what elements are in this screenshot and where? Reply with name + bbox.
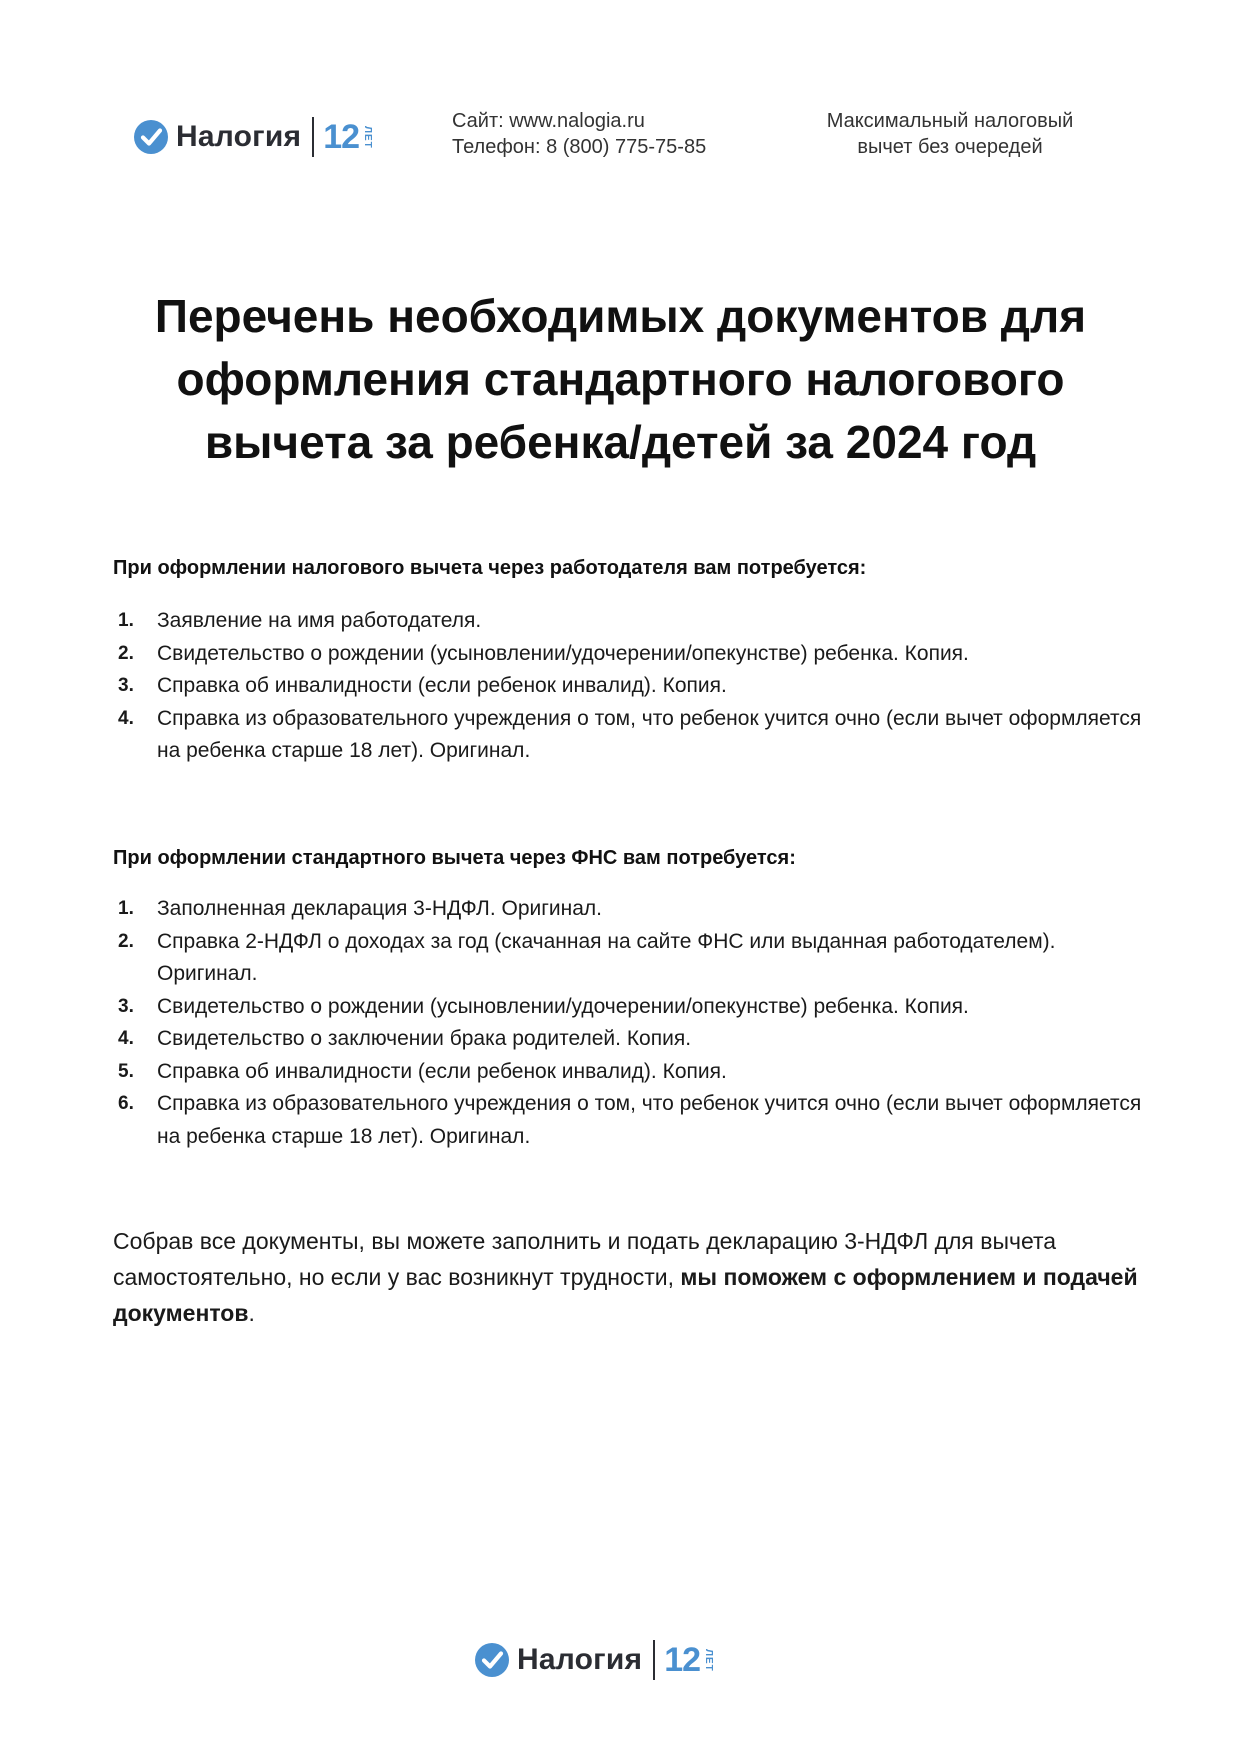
logo-years-word: ЛЕТ (362, 125, 374, 149)
list-item-number: 4. (118, 1028, 134, 1049)
logo-brand-name: Налогия (517, 1643, 643, 1676)
title-line-1: Перечень необходимых документов для (154, 290, 1087, 342)
header-logo (133, 117, 372, 157)
checkmark-circle-icon (474, 1642, 510, 1678)
title-line-3: вычета за ребенка/детей за 2024 год (204, 416, 1037, 468)
tagline-line-1: Максимальный налоговый (826, 110, 1074, 132)
list-item-text: Справка из образовательного учреждения о том, что ребенок учится очно (если вычет оформляется на ребенка старше 18 лет). Оригинал. (157, 1092, 1142, 1148)
section-employer-heading: При оформлении налогового вычета через работодателя вам потребуется: (113, 557, 867, 579)
tagline-line-2: вычет без очередей (857, 136, 1043, 158)
logo-years-number: 12 (323, 117, 360, 156)
logo-years-number: 12 (664, 1640, 701, 1679)
closing-text-bold: мы поможем с оформлением и подачей документов (113, 1264, 1138, 1326)
list-item-number: 1. (118, 898, 134, 919)
closing-paragraph (113, 1223, 1143, 1331)
list-item (113, 926, 1143, 991)
closing-text-plain: Собрав все документы, вы можете заполнить и подать декларацию 3-НДФЛ для вычета самостоятельно, но если у вас возникнут трудности, (113, 1228, 1057, 1290)
list-item (113, 1088, 1143, 1153)
list-item-text: Свидетельство о рождении (усыновлении/удочерении/опекунстве) ребенка. Копия. (157, 994, 969, 1018)
logo-years-word: ЛЕТ (703, 1648, 715, 1672)
list-item-number: 5. (118, 1060, 134, 1082)
list-item-number: 2. (118, 930, 134, 952)
list-item (113, 703, 1143, 768)
list-item (113, 1023, 1143, 1056)
checkmark-circle-icon (133, 119, 169, 155)
list-item-number: 4. (118, 707, 134, 729)
list-item (113, 1056, 1143, 1089)
list-item-number: 1. (118, 610, 134, 631)
list-item (113, 638, 1143, 671)
list-item-text: Справка из образовательного учреждения о том, что ребенок учится очно (если вычет оформляется на ребенка старше 18 лет). Оригинал. (157, 706, 1142, 762)
list-item-number: 3. (118, 675, 134, 696)
site-link[interactable]: Сайт: www.nalogia.ru (452, 110, 645, 132)
fns-documents-list (113, 893, 1143, 1153)
phone-number[interactable]: Телефон: 8 (800) 775-75-85 (452, 136, 707, 158)
logo-divider (653, 1640, 655, 1680)
list-item-text: Заявление на имя работодателя. (157, 609, 482, 632)
employer-documents-list (113, 605, 1143, 768)
list-item (113, 605, 1143, 638)
section-fns-heading: При оформлении стандартного вычета через ФНС вам потребуется: (113, 847, 796, 869)
list-item-number: 6. (118, 1093, 134, 1114)
list-item (113, 893, 1143, 926)
list-item (113, 991, 1143, 1024)
list-item-text: Заполненная декларация 3-НДФЛ. Оригинал. (157, 897, 602, 920)
list-item-number: 2. (118, 642, 134, 664)
header-tagline (800, 108, 1100, 160)
list-item-number: 3. (118, 995, 134, 1017)
footer-logo (474, 1640, 713, 1680)
document-title (100, 285, 1141, 474)
header-contacts (452, 108, 706, 160)
list-item-text: Свидетельство о заключении брака родителей. Копия. (157, 1027, 692, 1050)
list-item-text: Справка 2-НДФЛ о доходах за год (скачанная на сайте ФНС или выданная работодателем). Оригинал. (157, 929, 1056, 985)
logo-brand-name: Налогия (176, 120, 302, 153)
list-item (113, 670, 1143, 703)
list-item-text: Справка об инвалидности (если ребенок инвалид). Копия. (157, 1059, 727, 1083)
list-item-text: Свидетельство о рождении (усыновлении/удочерении/опекунстве) ребенка. Копия. (157, 641, 969, 665)
title-line-2: оформления стандартного налогового (176, 353, 1065, 405)
list-item-text: Справка об инвалидности (если ребенок инвалид). Копия. (157, 674, 727, 697)
closing-text-end: . (248, 1300, 255, 1326)
logo-divider (312, 117, 314, 157)
